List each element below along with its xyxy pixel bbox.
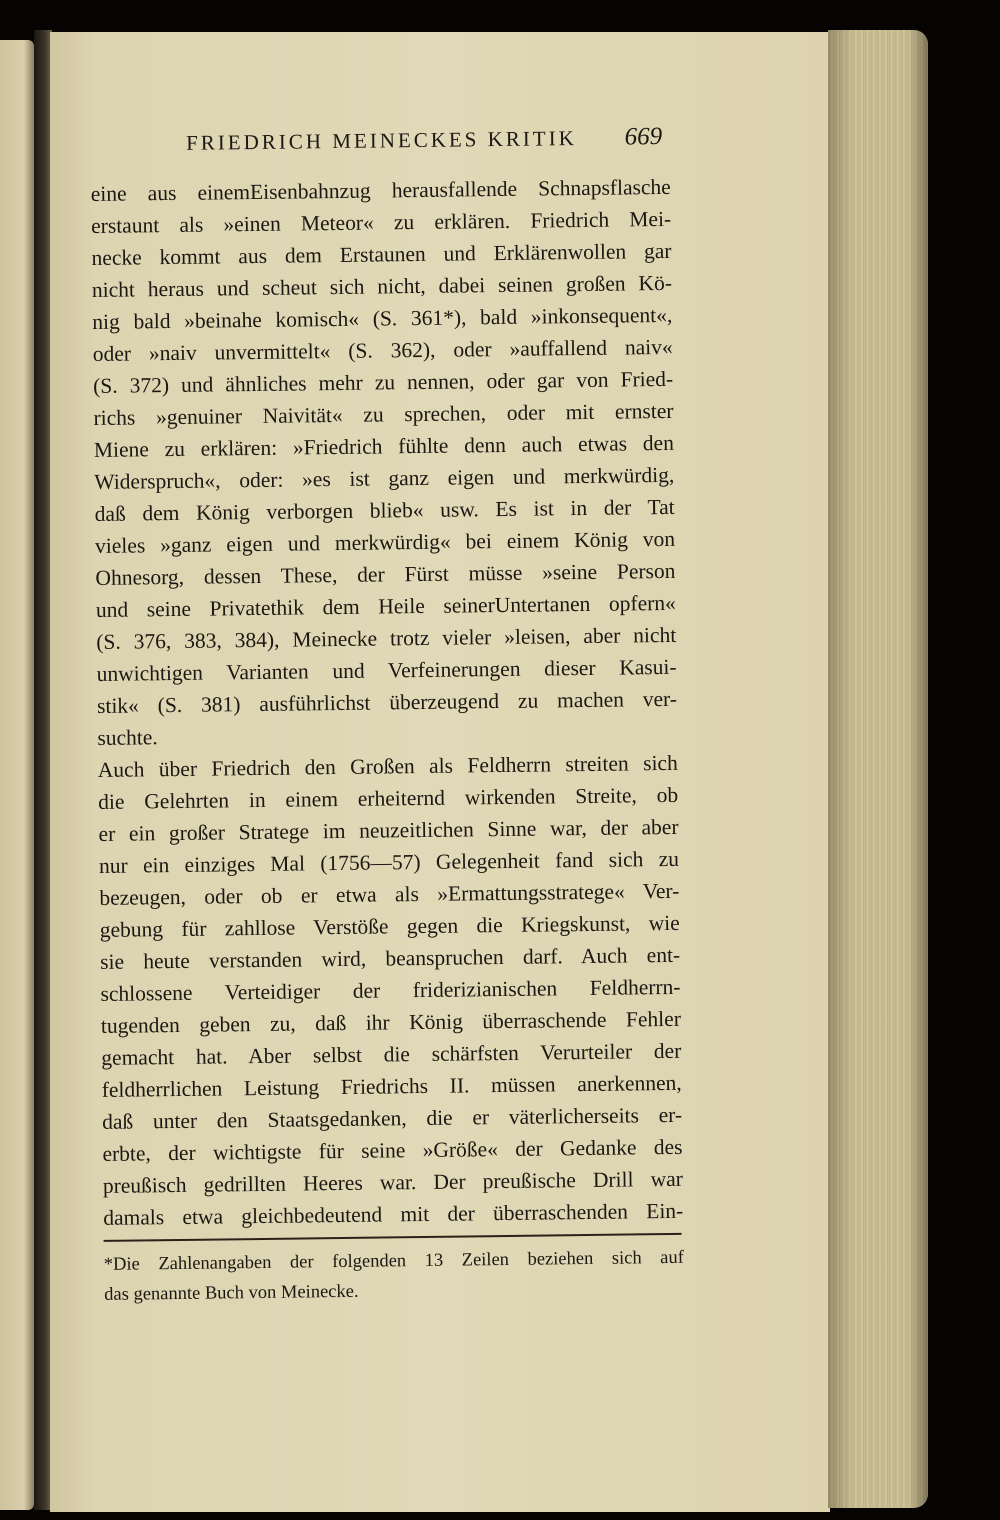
text-line: daß dem König verborgen blieb« usw. Es ist in der Tat — [94, 494, 675, 526]
text-line: nig bald »beinahe komisch« (S. 361*), bald »inkonsequent«, — [92, 302, 673, 334]
text-line: feldherrlichen Leistung Friedrichs II. müssen anerkennen, — [101, 1070, 682, 1102]
text-line: gebung für zahllose Verstöße gegen die Kriegskunst, wie — [99, 910, 680, 942]
text-line: Auch über Friedrich den Großen als Feldherrn streiten sich — [97, 750, 678, 782]
footnote-line: *Die Zahlenangaben der folgenden 13 Zeilen beziehen sich auf — [103, 1247, 684, 1275]
footnote — [104, 1243, 685, 1310]
text-line: Miene zu erklären: »Friedrich fühlte denn auch etwas den — [93, 430, 675, 462]
text-line: erstaunt als »einen Meteor« zu erklären. Friedrich Mei- — [91, 206, 672, 238]
text-line: Widerspruch«, oder: »es ist ganz eigen und merkwürdig, — [94, 462, 675, 494]
text-line: sie heute verstanden wird, beanspruchen darf. Auch ent- — [100, 942, 681, 974]
text-line: (S. 376, 383, 384), Meinecke trotz vieler »leisen, aber nicht — [96, 622, 677, 654]
text-line: preußisch gedrillten Heeres war. Der preußische Drill war — [102, 1166, 684, 1198]
text-line: erbte, der wichtigste für seine »Größe« der Gedanke des — [102, 1134, 683, 1166]
running-head — [186, 123, 663, 177]
running-head-title: FRIEDRICH MEINECKES KRITIK — [186, 126, 577, 155]
text-line: necke kommt aus dem Erstaunen und Erklärenwollen gar — [91, 238, 672, 270]
page-number: 669 — [624, 123, 663, 151]
text-line: tugenden geben zu, daß ihr König überraschende Fehler — [100, 1006, 682, 1038]
text-line: (S. 372) und ähnliches mehr zu nennen, oder gar von Fried- — [92, 366, 674, 398]
text-line: eine aus einemEisenbahnzug herausfallende Schnapsflasche — [90, 174, 671, 206]
text-line: gemacht hat. Aber selbst die schärfsten Verurteiler der — [101, 1038, 682, 1070]
text-line: vieles »ganz eigen und merkwürdig« bei einem König von — [94, 526, 676, 558]
text-line: daß unter den Staatsgedanken, die er väterlicherseits er- — [101, 1102, 683, 1134]
footnote-rule — [104, 1233, 682, 1242]
text-line: oder »naiv unvermittelt« (S. 362), oder »auffallend naiv« — [92, 334, 673, 366]
text-line: Ohnesorg, dessen These, der Fürst müsse »seine Person — [95, 558, 676, 590]
text-line: nicht heraus und scheut sich nicht, dabei seinen großen Kö- — [91, 270, 673, 302]
text-line: richs »genuiner Naivität« zu sprechen, oder mit ernster — [93, 398, 674, 430]
page-text-block — [90, 123, 684, 1310]
text-line: bezeugen, oder ob er etwa als »Ermattungsstratege« Ver- — [99, 878, 680, 910]
page-block-edges — [828, 30, 928, 1508]
text-line: schlossene Verteidiger der friderizianischen Feldherrn- — [100, 974, 681, 1006]
text-line: damals etwa gleichbedeutend mit der überraschenden Ein- — [103, 1198, 684, 1230]
text-line: unwichtigen Varianten und Verfeinerungen dieser Kasui- — [96, 654, 677, 686]
text-line: er ein großer Stratege im neuzeitlichen Sinne war, der aber — [98, 814, 679, 846]
text-line: suchte. — [97, 725, 158, 750]
text-line: stik« (S. 381) ausführlichst überzeugend zu machen ver- — [96, 686, 678, 718]
text-line: und seine Privatethik dem Heile seinerUntertanen opfern« — [95, 590, 676, 622]
text-line: nur ein einziges Mal (1756—57) Gelegenheit fand sich zu — [98, 846, 680, 878]
text-line: die Gelehrten in einem erheiternd wirkenden Streite, ob — [98, 782, 679, 814]
left-page-edge — [0, 40, 34, 1510]
footnote-line: das genannte Buch von Meinecke. — [104, 1281, 359, 1305]
body-text — [91, 171, 684, 1234]
